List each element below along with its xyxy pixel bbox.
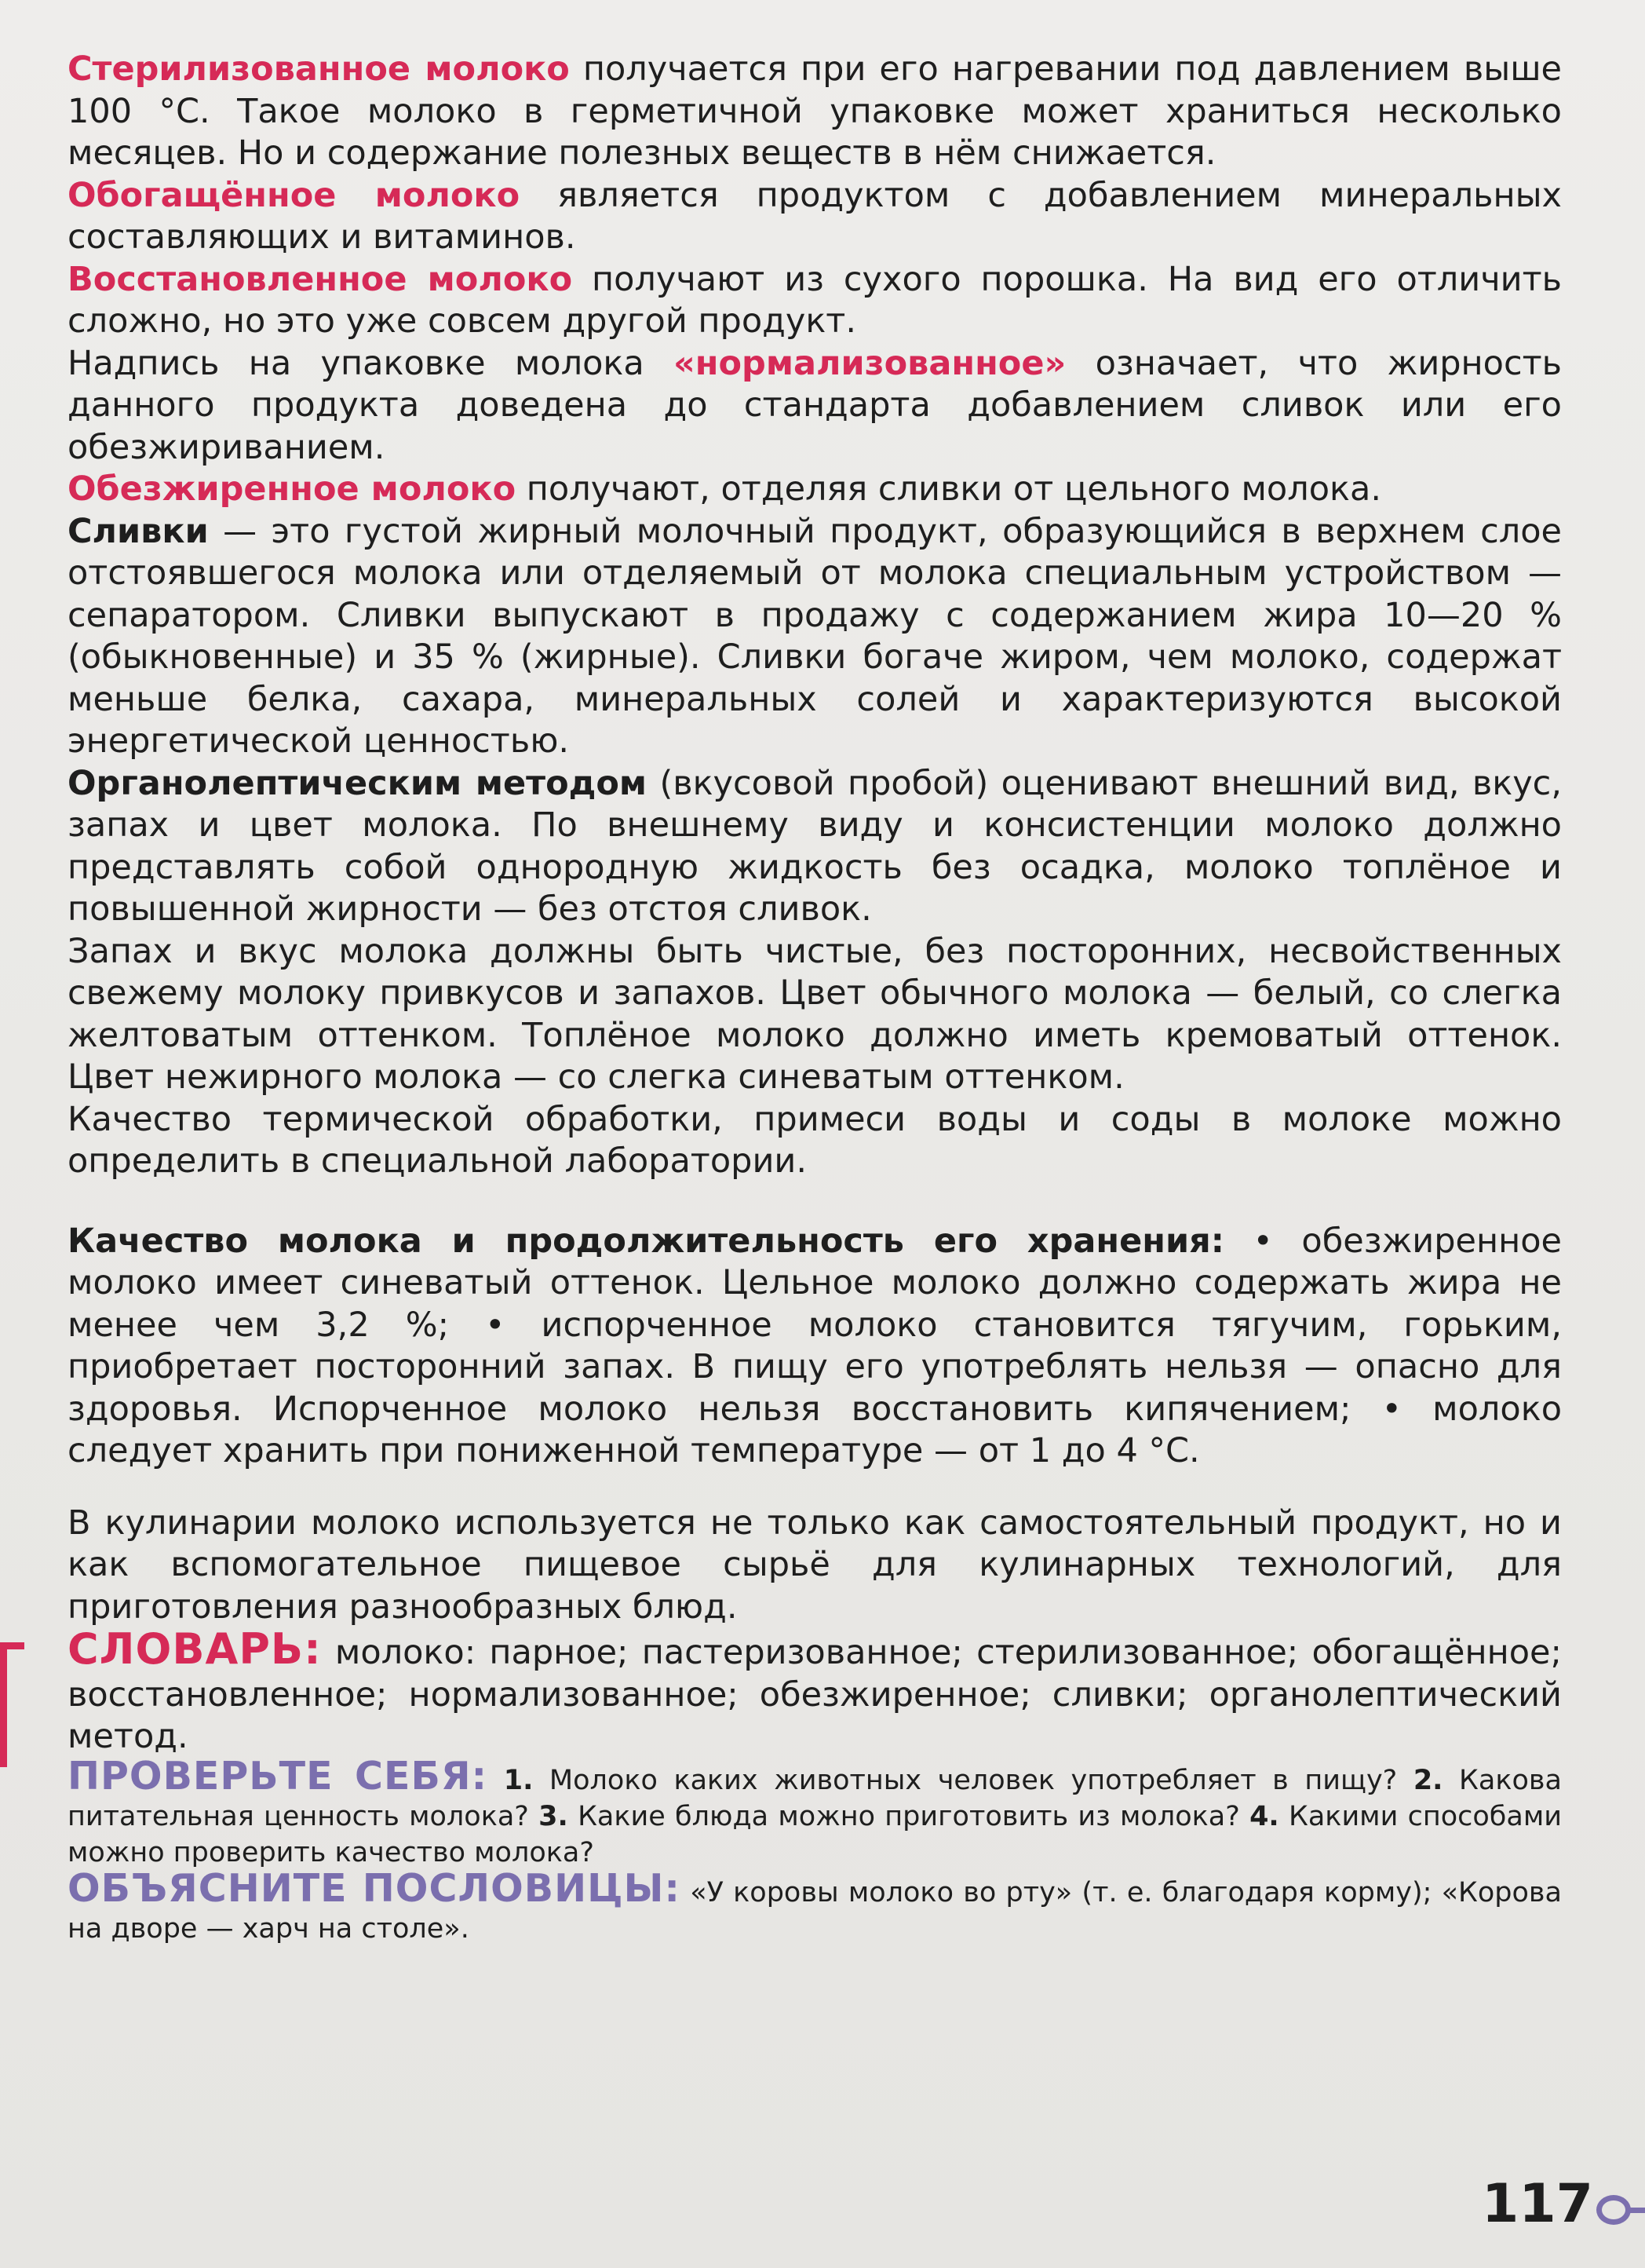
paragraph-text: означает, что жирность данного продукта доведена до стандарта добавлением сливок или его обезжириванием. (67, 343, 1563, 467)
paragraph-normalized-milk (67, 343, 1562, 469)
paragraph-restored-milk (67, 259, 1562, 343)
paragraph-text: Надпись на упаковке молока (67, 343, 674, 383)
paragraph-text: • обезжиренное молоко имеет синеватый оттенок. Цельное молоко должно содержать жира не менее чем 3,2 %; • испорченное молоко становится тягучим, горьким, приобретает посторонний запах. В пищу его употреблять нельзя — опасно для здоровья. Испорченное молоко нельзя восстановить кипячением; • молоко следует хранить при пониженной температуре — от 1 до 4 °С. (67, 1221, 1562, 1470)
term-sterilized-milk: Стерилизованное молоко (67, 49, 570, 89)
paragraph-cream (67, 511, 1562, 763)
term-enriched-milk: Обогащённое молоко (67, 175, 520, 215)
spacer (67, 1183, 1562, 1221)
paragraph-text: получают из сухого порошка. На вид его отличить сложно, но это уже совсем другой продукт. (67, 259, 1562, 341)
paragraph-quality-storage (67, 1221, 1562, 1473)
page-body (67, 49, 1562, 1947)
question-text: Какие блюда можно приготовить из молока? (567, 1800, 1250, 1832)
dictionary-text: молоко: парное; пастеризованное; стерилизованное; обогащённое; восстановленное; нормализованное; обезжиренное; сливки; органолептический метод. (67, 1633, 1562, 1756)
term-organoleptic: Органолептическим методом (67, 763, 647, 803)
term-normalized: «нормализованное» (673, 343, 1067, 383)
proverbs-heading: ОБЪЯСНИТЕ ПОСЛОВИЦЫ: (67, 1865, 680, 1911)
page-number: 117 (1482, 2173, 1593, 2235)
page-number-circle-icon (1596, 2195, 1631, 2225)
question-number: 4. (1249, 1800, 1279, 1832)
dictionary-heading: СЛОВАРЬ: (67, 1624, 322, 1674)
paragraph-text: является продуктом с добавлением минеральных составляющих и витаминов. (67, 175, 1562, 257)
question-number: 3. (538, 1800, 568, 1832)
self-check-heading: ПРОВЕРЬТЕ СЕБЯ: (67, 1753, 488, 1799)
paragraph-text: получается при его нагревании под давлением выше 100 °С. Такое молоко в герметичной упаковке может храниться несколько месяцев. Но и содержание полезных веществ в нём снижается. (67, 49, 1562, 173)
page-number-line-icon (1628, 2208, 1645, 2213)
paragraph-cooking: В кулинарии молоко используется не только как самостоятельный продукт, но и как вспомогательное пищевое сырьё для кулинарных технологий, для приготовления разнообразных блюд. (67, 1503, 1562, 1627)
paragraph-organoleptic (67, 763, 1562, 931)
self-check-block (67, 1753, 1562, 1871)
spacer (67, 1473, 1562, 1503)
paragraph-skim-milk (67, 469, 1562, 511)
paragraph-text: — это густой жирный молочный продукт, образующийся в верхнем слое отстоявшегося молока или отделяемый от молока специальным устройством — сепаратором. Сливки выпускают в продажу с содержанием жира 10—20 % (обыкновенные) и 35 % (жирные). Сливки богаче жиром, чем молоко, содержат меньше белка, сахара, минеральных солей и характеризуются высокой энергетической ценностью. (67, 511, 1562, 761)
question-text: Молоко каких животных человек употребляет в пищу? (533, 1764, 1413, 1796)
paragraph-sterilized-milk (67, 49, 1562, 175)
paragraph-text: (вкусовой пробой) оценивают внешний вид, вкус, запах и цвет молока. По внешнему виду и консистенции молоко должно представлять собой однородную жидкость без осадка, молоко топлёное и повышенной жирности — без отстоя сливок. (67, 763, 1562, 929)
question-text: Какова питательная ценность молока? (67, 1764, 1562, 1832)
paragraph-text: получают, отделяя сливки от цельного молока. (516, 469, 1382, 509)
side-margin-mark (0, 1642, 24, 1767)
proverbs-text: «У коровы молоко во рту» (т. е. благодаря корму); «Корова на дворе — харч на столе». (67, 1876, 1562, 1945)
term-cream: Сливки (67, 511, 209, 551)
proverbs-block (67, 1865, 1562, 1947)
question-text: Какими способами можно проверить качество молока? (67, 1800, 1562, 1868)
dictionary-block (67, 1624, 1562, 1759)
paragraph-enriched-milk (67, 175, 1562, 259)
term-quality-storage: Качество молока и продолжительность его хранения: (67, 1221, 1224, 1261)
question-number: 2. (1413, 1764, 1443, 1796)
term-skim-milk: Обезжиренное молоко (67, 469, 516, 509)
question-number: 1. (503, 1764, 534, 1796)
paragraph-lab-check: Качество термической обработки, примеси воды и соды в молоке можно определить в специальной лаборатории. (67, 1099, 1562, 1181)
term-restored-milk: Восстановленное молоко (67, 259, 573, 299)
paragraph-smell-taste: Запах и вкус молока должны быть чистые, без посторонних, несвойственных свежему молоку привкусов и запахов. Цвет обычного молока — белый, со слегка желтоватым оттенком. Топлёное молоко должно иметь кремоватый оттенок. Цвет нежирного молока — со слегка синеватым оттенком. (67, 931, 1562, 1097)
